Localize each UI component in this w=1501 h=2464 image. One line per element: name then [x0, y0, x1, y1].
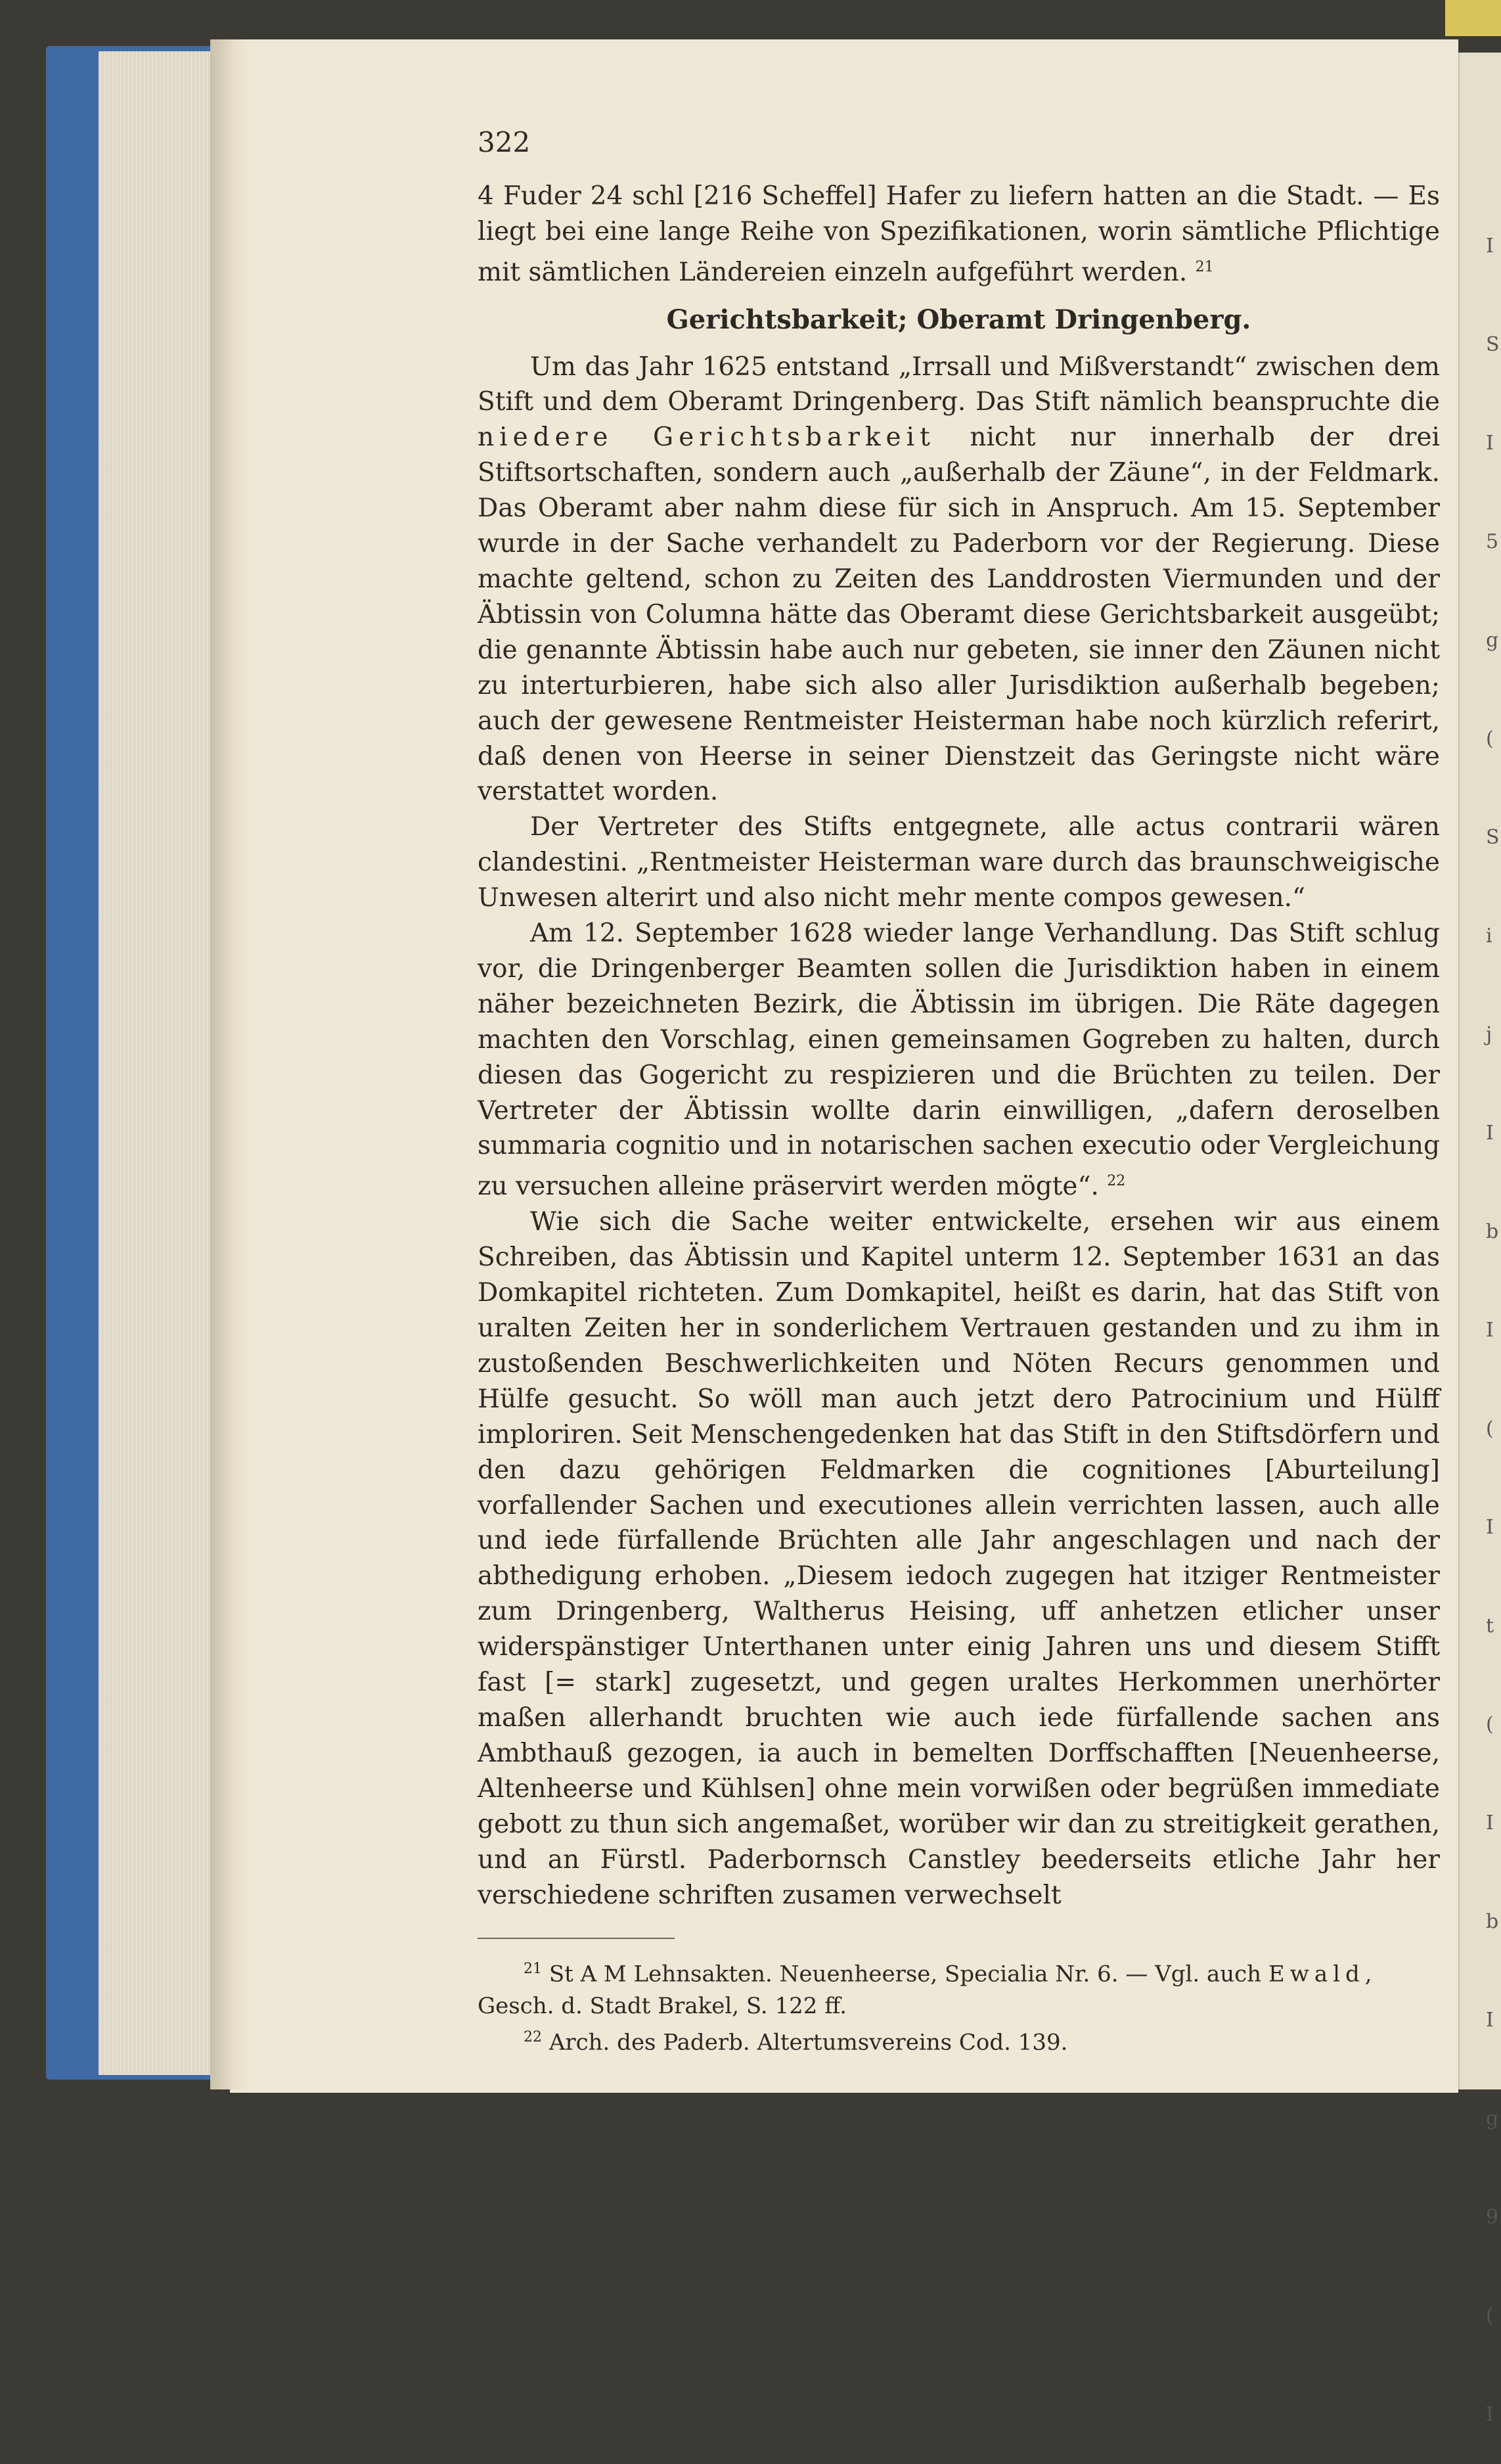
footnote-22	[478, 2022, 1440, 2058]
paragraph-1-a: Um das Jahr 1625 entstand „Irrsall und Mißverstandt“ zwischen dem Stift und dem Oberamt Dringenberg. Das Stift nämlich beanspruchte die	[478, 352, 1440, 417]
bookmark-tab	[1445, 0, 1501, 36]
intro-paragraph	[478, 179, 1440, 290]
footnote-21	[478, 1953, 1440, 2021]
paragraph-1	[478, 350, 1440, 810]
paragraph-3	[478, 916, 1440, 1204]
footnote-number: 21	[524, 1961, 542, 1978]
footnote-text: St A M Lehnsakten. Neuenheerse, Specialia Nr. 6. — Vgl. auch	[549, 1961, 1262, 1988]
section-heading: Gerichtsbarkeit; Oberamt Dringenberg.	[666, 304, 1251, 335]
intro-text: 4 Fuder 24 schl [216 Scheffel] Hafer zu liefern hatten an die Stadt. — Es liegt bei eine lange Reihe von Spezifikationen, worin sämtliche Pflichtige mit sämtlichen Ländereien einzeln aufgeführt werden.	[478, 181, 1440, 287]
footnote-rule	[478, 1938, 675, 1939]
page-number: 322	[478, 126, 531, 158]
spaced-term: niedere Gerichtsbarkeit	[478, 422, 935, 453]
footnote-text: Arch. des Paderb. Altertumsvereins Cod. 139.	[549, 2029, 1068, 2056]
paragraph-1-b: nicht nur innerhalb der drei Stiftsortschaften, sondern auch „außerhalb der Zäune“, in der Feldmark. Das Oberamt aber nahm diese für sich in Anspruch. Am 15. September wurde in der Sache verhandelt zu Paderborn vor der Regierung. Diese machte geltend, schon zu Zeiten des Landdrosten Viermunden und der Äbtissin von Columna hätte das Oberamt diese Gerichtsbarkeit ausgeübt; die genannte Äbtissin habe auch nur gebeten, sie inner den Zäunen nicht zu interturbieren, habe sich also aller Jurisdiktion außerhalb begeben; auch der gewesene Rentmeister Heisterman habe noch kürzlich referirt, daß denen von Heerse in seiner Dienstzeit das Geringste nicht wäre verstattet worden.	[478, 422, 1440, 807]
gutter-shadow	[210, 39, 250, 2089]
footnote-number: 22	[524, 2028, 542, 2045]
footnote-author: Ewald	[1268, 1961, 1365, 1988]
paragraph-4: Wie sich die Sache weiter entwickelte, ersehen wir aus einem Schreiben, das Äbtissin und Kapitel unterm 12. September 1631 an das Domkapitel richteten. Zum Domkapitel, heißt es darin, hat das Stift von uralten Zeiten her in sonderlichem Vertrauen gestanden und zu ihm in zustoßenden Beschwerlichkeiten und Nöten Recurs genommen und Hülfe gesucht. So wöll man auch jetzt dero Patrocinium und Hülff imploriren. Seit Menschengedenken hat das Stift in den Stiftsdörfern und den dazu gehörigen Feldmarken die cognitiones [Aburteilung] vorfallender Sachen und executiones allein verrichten lassen, auch alle und iede fürfallende Brüchten alle Jahr angeschlagen und nach der abthedigung erhoben. „Diesem iedoch zugegen hat itziger Rentmeister zum Dringenberg, Waltherus Heising, uff anhetzen etlicher unser widerspänstiger Unterthanen unter einig Jahren uns und diesem Stifft fast [= stark] zugesetzt, und gegen uraltes Herkommen unerhörter maßen allerhandt bruchten wie auch iede fürfallende sachen ans Ambthauß gezogen, ia auch in bemelten Dorffschafften [Neuenheerse, Altenheerse und Kühlsen] ohne mein vorwißen oder begrüßen immediate gebott zu thun sich angemaßet, worüber wir dan zu streitigkeit gerathen, und an Fürstl. Paderbornsch Canstley beederseits etliche Jahr her verschiedene schriften zusamen verwechselt	[478, 1207, 1440, 1910]
footnote-text-b: , Gesch. d. Stadt Brakel, S. 122 ff.	[478, 1961, 1372, 2019]
paragraph-2: Der Vertreter des Stifts entgegnete, alle actus contrarii wären clandestini. „Rentmeister Heisterman ware durch das braunschweigische Unwesen alterirt und also nicht mehr mente compos gewesen.“	[478, 812, 1440, 913]
page-text	[478, 125, 1440, 2058]
footnote-ref-22: 22	[1107, 1173, 1126, 1190]
next-page-letters: I S I 5 g ( S i j I b I ( I t ( I b I g 9 ( I	[1486, 235, 1500, 2426]
footnote-ref-21: 21	[1195, 258, 1214, 275]
paragraph-3-text: Am 12. September 1628 wieder lange Verhandlung. Das Stift schlug vor, die Dringenberger Beamten sollen die Jurisdiktion haben in einem näher bezeichneten Bezirk, die Äbtissin im übrigen. Die Räte dagegen machten den Vorschlag, einen gemeinsamen Gogreben zu halten, durch diesen das Gogericht zu respizieren und die Brüchten zu teilen. Der Vertreter der Äbtissin wollte darin einwilligen, „dafern deroselben summaria cognitio und in notarischen sachen executio oder Vergleichung zu versuchen alleine präservirt werden mögte“.	[478, 919, 1440, 1202]
